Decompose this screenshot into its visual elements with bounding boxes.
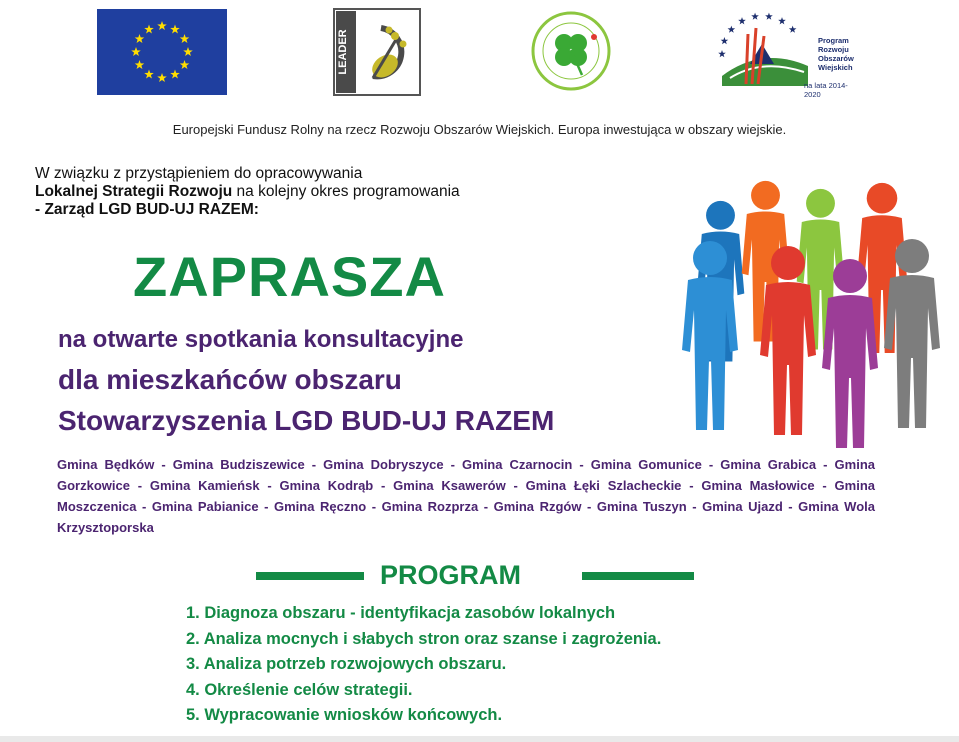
fund-line: Europejski Fundusz Rolny na rzecz Rozwoju Obszarów Wiejskich. Europa inwestująca w obszary wiejskie.: [172, 122, 787, 137]
subtitle-line-2: dla mieszkańców obszaru: [58, 364, 402, 395]
prow-line-1: Program: [818, 36, 849, 45]
people-illustration: [640, 170, 950, 450]
intro-lsr-bold: Lokalnej Strategii Rozwoju: [35, 183, 233, 200]
intro-text: [35, 165, 460, 219]
prow-years: na lata 2014-2020: [804, 81, 848, 99]
program-bar-left: [256, 572, 364, 580]
program-bar-right: [582, 572, 694, 580]
program-item: 4. Określenie celów strategii.: [186, 680, 413, 699]
prow-star-icon: [738, 17, 746, 24]
eu-flag-logo: [97, 9, 227, 95]
program-list: [186, 601, 661, 729]
intro-board-bold: Zarząd LGD BUD-UJ RAZEM:: [44, 201, 259, 218]
prow-star-icon: [778, 17, 786, 24]
prow-star-icon: [721, 37, 729, 44]
program-item: 3. Analiza potrzeb rozwojowych obszaru.: [186, 655, 507, 673]
program-item: 1. Diagnoza obszaru - identyfikacja zasobów lokalnych: [186, 604, 616, 622]
prow-2014-2020-logo: [712, 6, 862, 99]
prow-star-icon: [718, 50, 726, 57]
program-title: PROGRAM: [380, 560, 521, 590]
headline-zaprasza: ZAPRASZA: [133, 245, 446, 308]
intro-line-3: [35, 201, 460, 219]
prow-star-icon: [765, 13, 773, 20]
bottom-strip: [0, 736, 959, 742]
prow-line-2: Rozwoju: [818, 45, 849, 54]
lgd-bud-uj-razem-logo: [526, 9, 616, 93]
prow-star-icon: [728, 26, 736, 33]
program-item: 5. Wypracowanie wniosków końcowych.: [186, 706, 503, 724]
prow-line-3: Obszarów: [818, 54, 854, 63]
intro-line-2: [35, 183, 460, 201]
program-heading: [256, 560, 696, 590]
intro-line-1: W związku z przystąpieniem do opracowywania: [35, 165, 363, 182]
prow-line-4: Wiejskich: [818, 63, 853, 72]
leader-text: LEADER: [337, 29, 349, 75]
prow-star-icon: [789, 26, 797, 33]
logo-row: [0, 6, 959, 98]
intro-line-3-prefix: -: [35, 201, 45, 218]
subtitle-line-3: Stowarzyszenia LGD BUD-UJ RAZEM: [58, 405, 555, 436]
leader-logo: [333, 8, 421, 96]
prow-logo-text: [818, 36, 854, 72]
prow-star-icon: [751, 13, 759, 20]
program-item: 2. Analiza mocnych i słabych stron oraz szanse i zagrożenia.: [186, 629, 662, 648]
municipalities-list: Gmina Będków - Gmina Budziszewice - Gmina Dobryszyce - Gmina Czarnocin - Gmina Gomunice - Gmina Grabica - Gmina Gorzkowice - Gmina Kamieńsk - Gmina Kodrąb - Gmina Ksawerów - Gmina Łęki Szlacheckie - Gmina Masłowice - Gmina Moszczenica - Gmina Pabianice - Gmina Ręczno - Gmina Rozprza - Gmina Rzgów - Gmina Tuszyn - Gmina Ujazd - Gmina Wola Krzysztoporska: [57, 457, 875, 535]
intro-line-2-rest: na kolejny okres programowania: [232, 183, 460, 200]
subtitle-line-1: na otwarte spotkania konsultacyjne: [58, 326, 464, 353]
